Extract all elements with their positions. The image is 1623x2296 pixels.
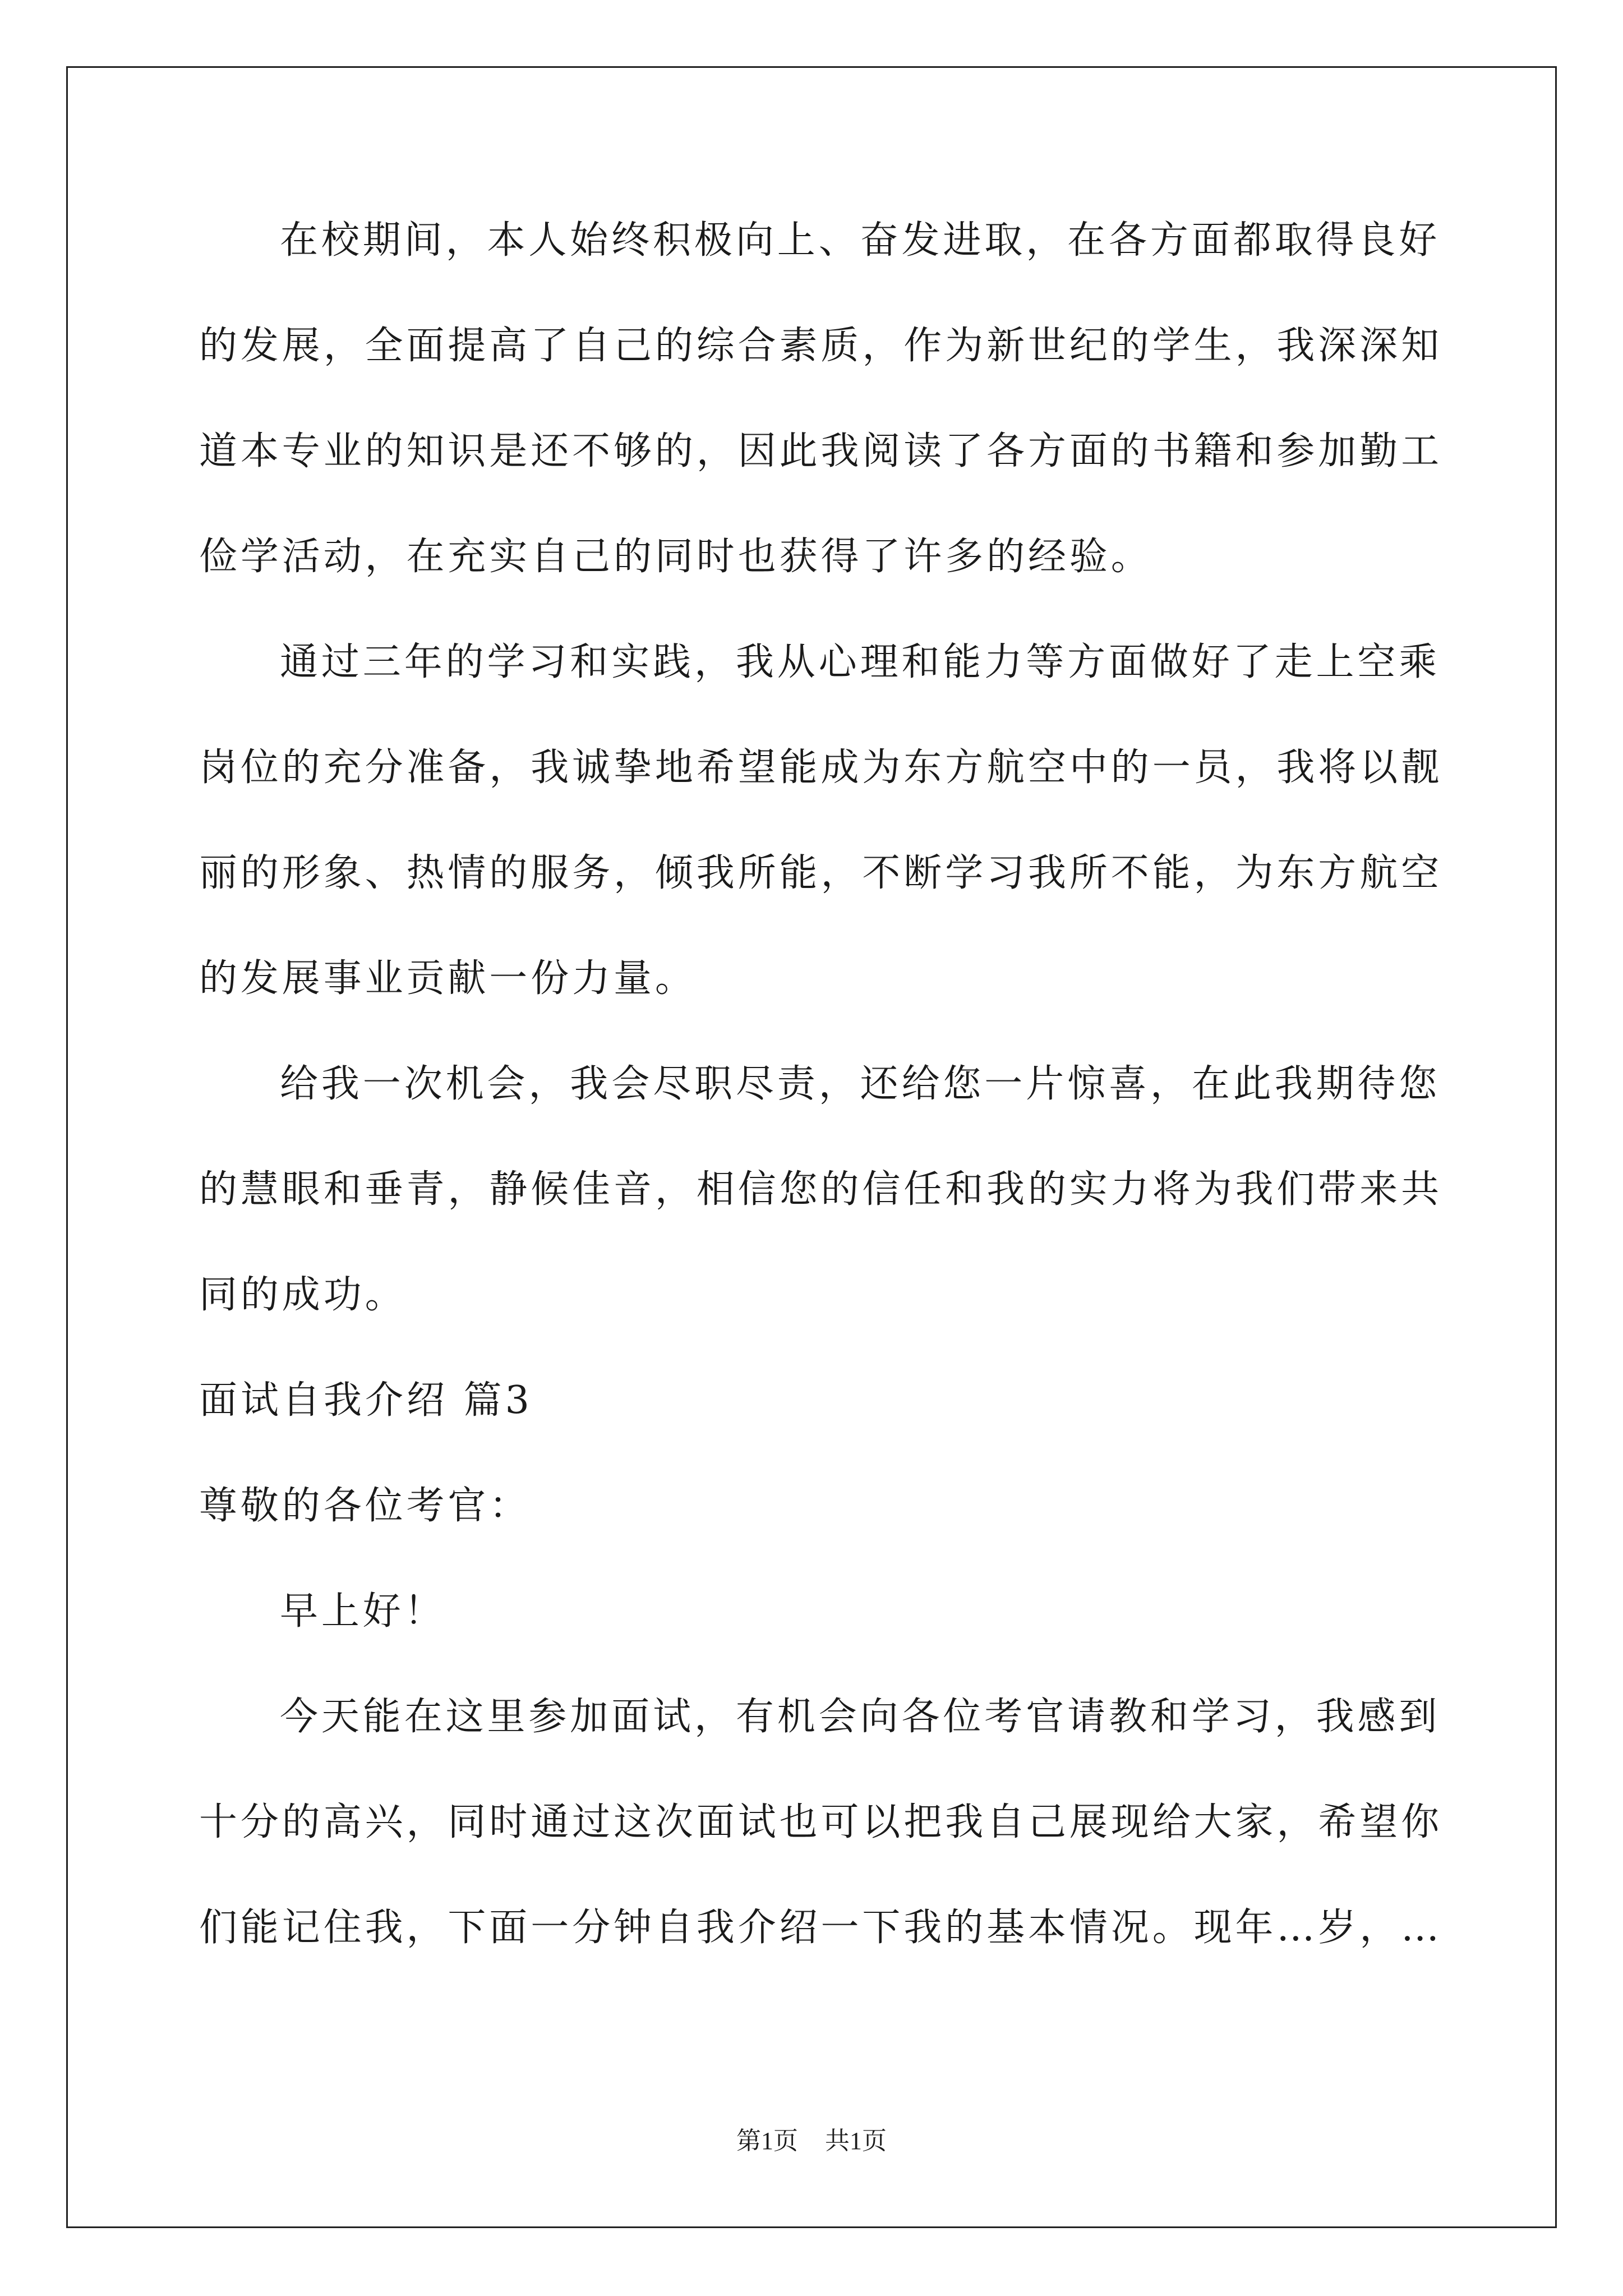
paragraph-4-line-2: 十分的高兴，同时通过这次面试也可以把我自己展现给大家，希望你	[199, 1800, 1443, 1844]
paragraph-2-line-3: 丽的形象、热情的服务，倾我所能，不断学习我所不能，为东方航空	[199, 851, 1443, 895]
paragraph-3-line-2: 的慧眼和垂青，静候佳音，相信您的信任和我的实力将为我们带来共	[199, 1167, 1443, 1212]
paragraph-2-line-1: 通过三年的学习和实践，我从心理和能力等方面做好了走上空乘	[280, 640, 1441, 684]
greeting: 早上好！	[280, 1589, 446, 1634]
document-body	[199, 218, 1443, 2014]
section-heading: 面试自我介绍 篇3	[199, 1378, 533, 1423]
paragraph-2-line-2: 岗位的充分准备，我诚挚地希望能成为东方航空中的一员，我将以靓	[199, 746, 1443, 790]
paragraph-4-line-3: 们能记住我，下面一分钟自我介绍一下我的基本情况。现年…岁，…	[199, 1906, 1443, 1950]
paragraph-4-line-1: 今天能在这里参加面试，有机会向各位考官请教和学习，我感到	[280, 1695, 1441, 1739]
page-number: 第1页	[736, 2127, 798, 2155]
paragraph-3-line-1: 给我一次机会，我会尽职尽责，还给您一片惊喜，在此我期待您	[280, 1062, 1441, 1106]
page-total: 共1页	[825, 2127, 887, 2155]
paragraph-1-line-4: 俭学活动，在充实自己的同时也获得了许多的经验。	[199, 535, 1152, 579]
salutation: 尊敬的各位考官：	[199, 1484, 531, 1528]
paragraph-2-line-4: 的发展事业贡献一份力量。	[199, 956, 697, 1001]
paragraph-1-line-3: 道本专业的知识是还不够的，因此我阅读了各方面的书籍和参加勤工	[199, 429, 1443, 473]
page-footer	[0, 2129, 1623, 2154]
paragraph-1-line-2: 的发展，全面提高了自己的综合素质，作为新世纪的学生，我深深知	[199, 324, 1443, 368]
paragraph-3-line-3: 同的成功。	[199, 1273, 407, 1317]
paragraph-1-line-1: 在校期间，本人始终积极向上、奋发进取，在各方面都取得良好	[280, 218, 1441, 263]
